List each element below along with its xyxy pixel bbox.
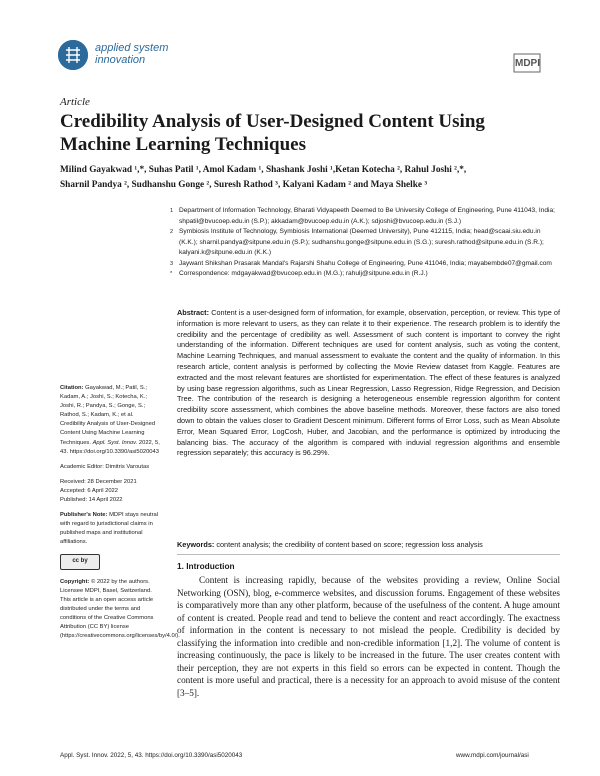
affiliation-text: Symbiosis Institute of Technology, Symbiosis International (Deemed University), Pune 412115, India; head@scaai.siu.edu.in (K.K.); sharnil.pandya@sitpune.edu.in (S.P.); sudhanshu.gonge@sitpune.edu.in (S.G.); suresh.rathod@sitpune.edu.in (S.R.); kalyani.k@sitpune.edu.in (K.K.) — [179, 228, 544, 256]
sidebar — [60, 384, 180, 647]
footer-journal-url[interactable]: www.mdpi.com/journal/asi — [456, 752, 529, 759]
affiliation-number: 3 — [170, 260, 174, 267]
mdpi-logo[interactable] — [512, 52, 544, 76]
journal-name — [95, 42, 168, 66]
academic-editor: Academic Editor: Dimitris Varoutas — [60, 463, 150, 470]
introduction-paragraph: Content is increasing rapidly, because of the websites providing a review, Online Social Networking (OSN), blog, e-commerce websites, and discussion forums. Engagement of these websites is comparatively more than any other platform, because of the usefulness of the content. A huge amount of content is created. People read and tend to believe the content and react accordingly. The exactness of information in the content is necessary to not mislead the people. Credibility is decided by classifying the information into credible and non-credible information [1,2]. The volume of content is increasing continuously, the pace is likely to be increased in the future. The user creates content with their perception, they are not experts in this field so errors can be expected in content. Though the content is more useful and practical, there is a necessity for an approach to avoid misuse of the content [3–5]. — [177, 575, 560, 698]
journal-name-line1: applied system — [95, 42, 169, 54]
copyright-block — [60, 578, 180, 642]
section-heading-introduction: 1. Introduction — [177, 561, 235, 571]
affiliation-number: 1 — [170, 208, 174, 214]
authors-line1: Milind Gayakwad ¹,*, Suhas Patil ¹, Amol Kadam ¹, Shashank Joshi ¹,Ketan Kotecha ², Rahul Joshi ²,*, — [60, 165, 467, 175]
affiliation-text: Department of Information Technology, Bharati Vidyapeeth Deemed to Be University College of Engineering, Pune 411043, India; shpatil@bvucoep.edu.in (S.P.); akkadam@bvucoep.edu.in (A.K.); sdjoshi@bvucoep.edu.in (S.J.) — [179, 207, 555, 225]
cc-by-text: cc by — [72, 557, 88, 564]
received-date: Received: 28 December 2021 — [60, 478, 137, 485]
authors-line2: Sharnil Pandya ², Sudhanshu Gonge ², Suresh Rathod ³, Kalyani Kadam ² and Maya Shelke ³ — [60, 180, 428, 190]
correspondence-text: Correspondence: mdgayakwad@bvucoep.edu.in (M.G.); rahulj@sitpune.edu.in (R.J.) — [179, 270, 428, 277]
abstract-label: Abstract: — [177, 308, 210, 317]
keywords — [177, 540, 560, 551]
copyright-text: © 2022 by the authors. Licensee MDPI, Basel, Switzerland. This article is an open access article distributed under the terms and conditions of the Creative Commons Attribution (CC BY) license (https://creativecommons.org/licenses/by/4.0/). — [60, 578, 180, 640]
affiliation-item — [170, 206, 560, 227]
journal-name-line2: innovation — [95, 54, 146, 66]
cc-by-license-badge[interactable] — [60, 554, 100, 570]
citation-text: Gayakwad, M.; Patil, S.; Kadam, A.; Joshi, S.; Kotecha, K.; Joshi, R.; Pandya, S.; Gonge, S.; Rathod, S.; Kadam, K.; et al. Credibility Analysis of User-Designed Content Using Machine Learning Techniques. — [60, 385, 156, 446]
affiliation-item — [170, 269, 560, 280]
affiliations — [170, 206, 560, 280]
abstract-text: Content is a user-designed form of information, for example, observation, perception, or review. This type of information is more relevant to users, as they can relate it to their experience. The research problem is to identify the credibility and the percentage of credibility as well. Assessment of such content is important to convey the right understanding of the information. Different techniques are used for content analysis, such as voting the content, Machine Learning Techniques, and manual assessment to evaluate the content and the quality of information. In this research article, content analysis is performed by collecting the Movie Review dataset from Kaggle. Features are extracted and the most relevant features are shortlisted for experimentation. The effect of these features is analyzed by using base regression algorithms, such as Linear Regression, Lasso Regression, Ridge Regression, and Decision Tree. The contribution of the research is designing a heterogeneous ensemble regression algorithm for content credibility score assessment, which combines the above baseline methods. Moreover, these factors are also toned down to obtain the values closer to Gradient Descent minimum. Different forms of Error Loss, such as Mean Absolute Error, Mean Squared Error, LogCosh, Huber, and Jacobian, and the performance is optimized by introducing the balancing bias. The accuracy of the algorithm is compared with induvial regression algorithms and ensemble regression separately; this accuracy is 96.29%. — [177, 308, 560, 458]
mdpi-text: MDPI — [515, 58, 540, 69]
journal-logo-icon — [58, 40, 88, 70]
affiliation-item — [170, 227, 560, 259]
publisher-note — [60, 511, 160, 547]
citation-doi-link[interactable]: https://doi.org/10.3390/asi5020043 — [69, 448, 159, 455]
abstract — [177, 308, 560, 459]
citation-year: 2022, 5, 43. — [60, 439, 160, 455]
affiliation-text: Jaywant Shikshan Prasarak Mandal's Rajarshi Shahu College of Engineering, Pune 411046, India; mayabembde07@gmail.com — [179, 259, 552, 267]
accepted-date: Accepted: 6 April 2022 — [60, 487, 119, 494]
affiliation-number: 2 — [170, 229, 174, 235]
publisher-note-text: MDPI stays neutral with regard to jurisdictional claims in published maps and institutional affiliations. — [60, 512, 159, 546]
publisher-note-label: Publisher's Note: — [60, 512, 108, 519]
affiliation-item — [170, 259, 560, 270]
footer-citation[interactable]: Appl. Syst. Innov. 2022, 5, 43. https://doi.org/10.3390/asi5020043 — [60, 752, 243, 759]
citation-journal: Appl. Syst. Innov. — [92, 439, 138, 446]
citation-block — [60, 384, 160, 457]
citation-label: Citation: — [60, 385, 84, 391]
author-list — [60, 163, 550, 193]
paper-title: Credibility Analysis of User-Designed Content Using Machine Learning Techniques — [60, 111, 485, 155]
keywords-text: content analysis; the credibility of content based on score; regression loss analysis — [216, 540, 483, 549]
article-type: Article — [60, 96, 90, 108]
affiliation-number: * — [170, 271, 173, 277]
section-divider — [177, 554, 560, 555]
published-date: Published: 14 April 2022 — [60, 497, 123, 504]
copyright-label: Copyright: — [60, 578, 90, 585]
keywords-label: Keywords: — [177, 540, 215, 549]
